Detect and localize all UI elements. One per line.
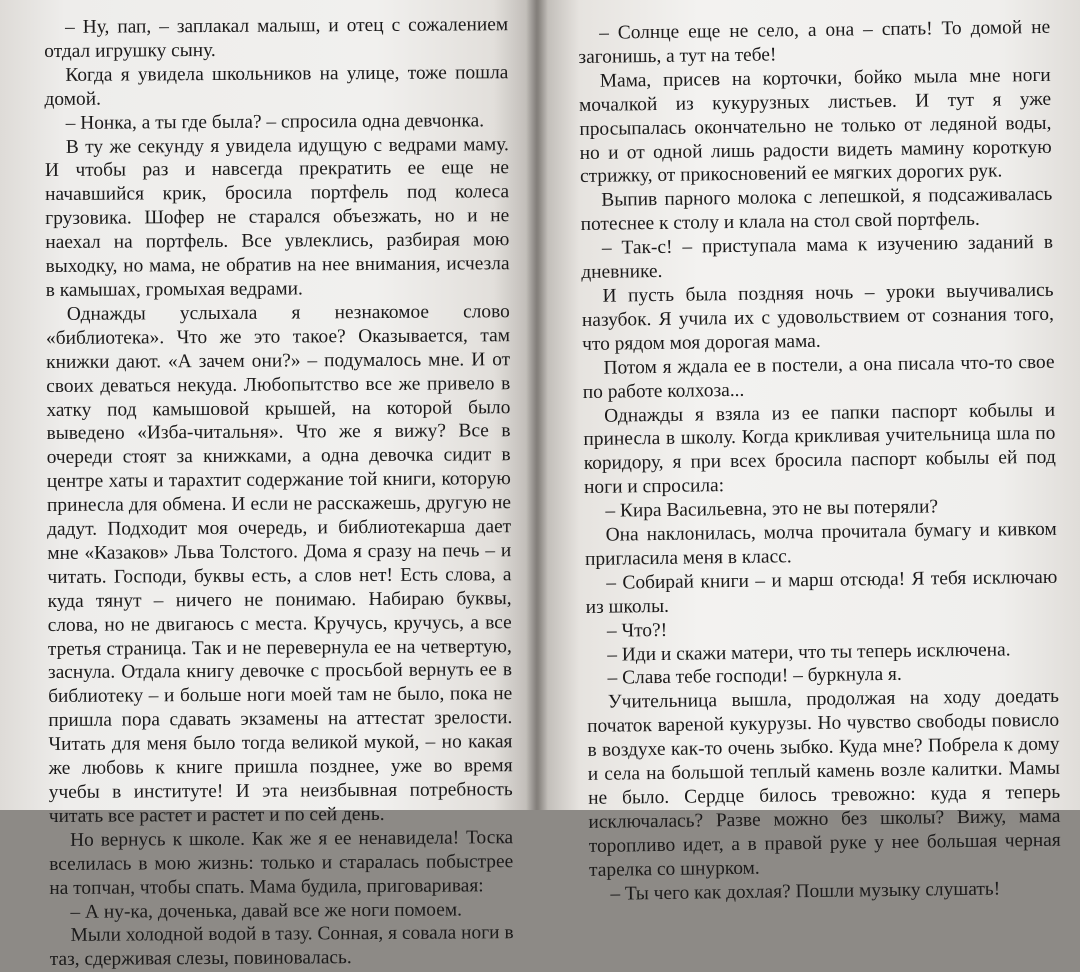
paragraph: – Нонка, а ты где была? – спросила одна девчонка. [65,109,485,134]
paragraph: Выпив парного молока с лепешкой, я подсаживалась потеснее к столу и клала на стол свой портфель. [580,184,1053,236]
paragraph: Она наклонилась, молча прочитала бумагу и кивком пригласила меня в класс. [584,518,1057,570]
paragraph: Учительница вышла, продолжая на ходу доедать початок вареной кукурузы. Но чувство свободы повисло в воздухе как-то очень зыбко. Куда мне? Побрела к дому и села на большой теплый камень возле калитки. Мамы не было. Сердце билось тревожно: куда я теперь исключалась? Разве можно без школы? Вижу, мама торопливо идет, а в правой руке у нее большая черная тарелка со шнурком. [587,686,1061,881]
left-page-text [44,13,514,972]
paragraph: – Ну, пап, – заплакал малыш, и отец с сожалением отдал игрушку сыну. [44,14,509,62]
paragraph: Однажды услыхала я незнакомое слово «библиотека». Что же это такое? Оказывается, там книжки дают. «А зачем они?» – подумалось мне. И от своих деваться некуда. Любопытство все же привело в хатку под камышовой крышей, на которой было выведено «Изба-читальня». Что же я вижу? Все в очереди стоят за книжками, а одна девочка сидит в центре хаты и тарахтит содержание той книги, которую принесла для обмена. И если не расскажешь, другую не дадут. Подходит моя очередь, и библиотекарша дает мне «Казаков» Льва Толстого. Дома я сразу на печь – и читать. Господи, буквы есть, а слов нет! Есть слова, а куда тянут – ничего не понимаю. Набираю буквы, слова, но не двигаюсь с места. Кручусь, кручусь, а все третья страница. Так и не перевернула ее на четвертую, заснула. Отдала книгу девочке с просьбой вернуть ее в библиотеку – и больше ноги моей там не было, пока не пришла пора сдавать экзамены на аттестат зрелости. Читать для меня было тогда великой мукой, – но какая же любовь к книге пришла позднее, уже во время учебы в институте! И эта неизбывная потребность читать все растет и растет и по сей день. [45,301,513,827]
paragraph: – Солнце еще не село, а она – спать! То домой не загонишь, а тут на тебе! [578,16,1051,68]
paragraph: – Собирай книги – и марш отсюда! Я тебя исключаю из школы. [585,566,1058,618]
left-page [0,0,536,971]
paragraph: – Слава тебе господи! – буркнула я. [607,664,902,690]
paragraph: – Так-с! – приступала мама к изучению заданий в дневнике. [581,231,1054,284]
paragraph: – А ну-ка, доченька, давай все же ноги помоем. [70,898,462,923]
paragraph: – Кира Васильевна, это не вы потеряли? [605,496,939,522]
paragraph: Но вернусь к школе. Как же я ее ненавидела! Тоска вселилась в мою жизнь: только и старалась побыстрее на топчан, чтобы спать. Мама будила, приговаривая: [49,826,514,899]
paragraph: – Что?! [606,619,668,642]
right-page [536,0,1080,905]
paragraph: – Ты чего как дохлая? Пошли музыку слушать! [610,878,1001,905]
paragraph: Однажды я взяла из ее папки паспорт кобылы и принесла в школу. Когда крикливая учительница шла по коридору, я при всех бросила паспорт кобылы ей под ноги и спросила: [583,399,1056,499]
paragraph: И пусть была поздняя ночь – уроки выучивались назубок. Я учила их с удовольствием от сознания того, что рядом моя дорогая мама. [581,279,1055,355]
paragraph: В ту же секунду я увидела идущую с ведрами маму. И чтобы раз и навсегда прекратить ее еще не начавшийся крик, бросила портфель под колеса грузовика. Шофер не старался объезжать, но и не наехал на портфель. Все увлеклись, разбирая мою выходку, но мама, не обратив на нее внимания, исчезла в камышах, громыхая ведрами. [44,133,510,301]
paragraph: – Иди и скажи матери, что ты теперь исключена. [607,638,1011,666]
paragraph: Мама, присев на корточки, бойко мыла мне ноги мочалкой из кукурузных листьев. И тут я уже просыпалась окончательно не только от ледяной воды, но и от одной лишь радости видеть мамину короткую стрижку, от прикосновений ее мягких дорогих рук. [578,64,1052,188]
paragraph: Мыли холодной водой в тазу. Сонная, я совала ноги в таз, сдерживая слезы, повиновалась. [49,922,514,971]
right-page-text [578,16,1062,907]
paragraph: Потом я ждала ее в постели, а она писала что-то свое по работе колхоза... [582,351,1055,403]
paragraph: Когда я увидела школьников на улице, тоже пошла домой. [44,61,509,110]
